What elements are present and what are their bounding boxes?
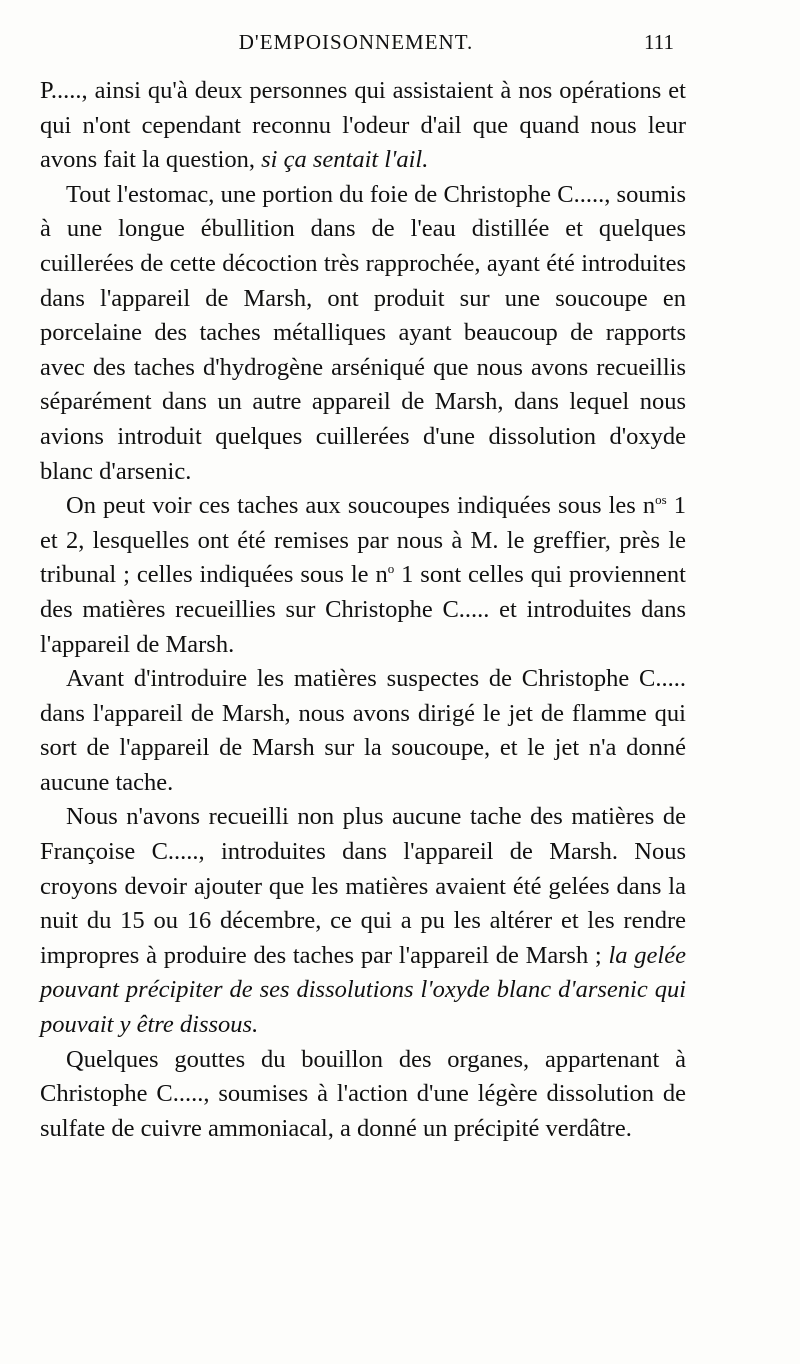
superscript: o <box>387 561 395 577</box>
paragraph <box>40 489 686 662</box>
italic-text: si ça sentait l'ail. <box>261 146 429 174</box>
italic-text: la gelée pouvant précipiter de ses dissolutions l'oxyde blanc d'arsenic qui pouvait y être dissous. <box>40 941 686 1039</box>
paragraph <box>40 74 686 178</box>
paragraph <box>40 662 686 800</box>
running-title: D'EMPOISONNEMENT. <box>238 30 474 54</box>
text-run: 1 sont celles qui proviennent des matières recueillies sur Christophe C..... et introduites dans l'appareil de Marsh. <box>40 561 686 658</box>
text-run: Quelques gouttes du bouillon des organes, appartenant à Christophe C....., soumises à l'action d'une légère dissolution de sulfate de cuivre ammoniacal, a donné un précipité verdâtre. <box>40 1045 686 1142</box>
paragraph <box>40 800 686 1042</box>
paragraph <box>40 1043 686 1147</box>
paragraph <box>40 178 686 489</box>
text-run: Avant d'introduire les matières suspectes de Christophe C..... dans l'appareil de Marsh, nous avons dirigé le jet de flamme qui sort de l'appareil de Marsh sur la soucoupe, et le jet n'a donné aucune tache. <box>40 665 686 796</box>
text-run: On peut voir ces taches aux soucoupes indiquées sous les n <box>66 492 656 520</box>
text-run: Nous n'avons recueilli non plus aucune tache des matières de Françoise C....., introduites dans l'appareil de Marsh. Nous croyons devoir ajouter que les matières avaient été gelées dans la nuit du 15 ou 16 décembre, ce qui a pu les altérer et les rendre impropres à produire des taches par l'appareil de Marsh ; <box>40 803 686 969</box>
text-run: 1 et 2, lesquelles ont été remises par nous à M. le greffier, près le tribunal ; celles indiquées sous le n <box>40 492 687 589</box>
body-text <box>40 74 686 1146</box>
superscript: os <box>655 491 667 507</box>
text-run: P....., ainsi qu'à deux personnes qui assistaient à nos opérations et qui n'ont cependant reconnu l'odeur d'ail que quand nous leur avons fait la question, <box>40 77 686 174</box>
page-number: 111 <box>644 30 674 54</box>
text-run: Tout l'estomac, une portion du foie de Christophe C....., soumis à une longue ébullition dans de l'eau distillée et quelques cuillerées de cette décoction très rapprochée, ayant été introduites dans l'appareil de Marsh, ont produit sur une soucoupe en porcelaine des taches métalliques ayant beaucoup de rapports avec des taches d'hydrogène arséniqué que nous avons recueillis séparément dans un autre appareil de Marsh, dans lequel nous avions introduit quelques cuillerées d'une dissolution d'oxyde blanc d'arsenic. <box>40 180 686 485</box>
running-head <box>38 30 674 66</box>
